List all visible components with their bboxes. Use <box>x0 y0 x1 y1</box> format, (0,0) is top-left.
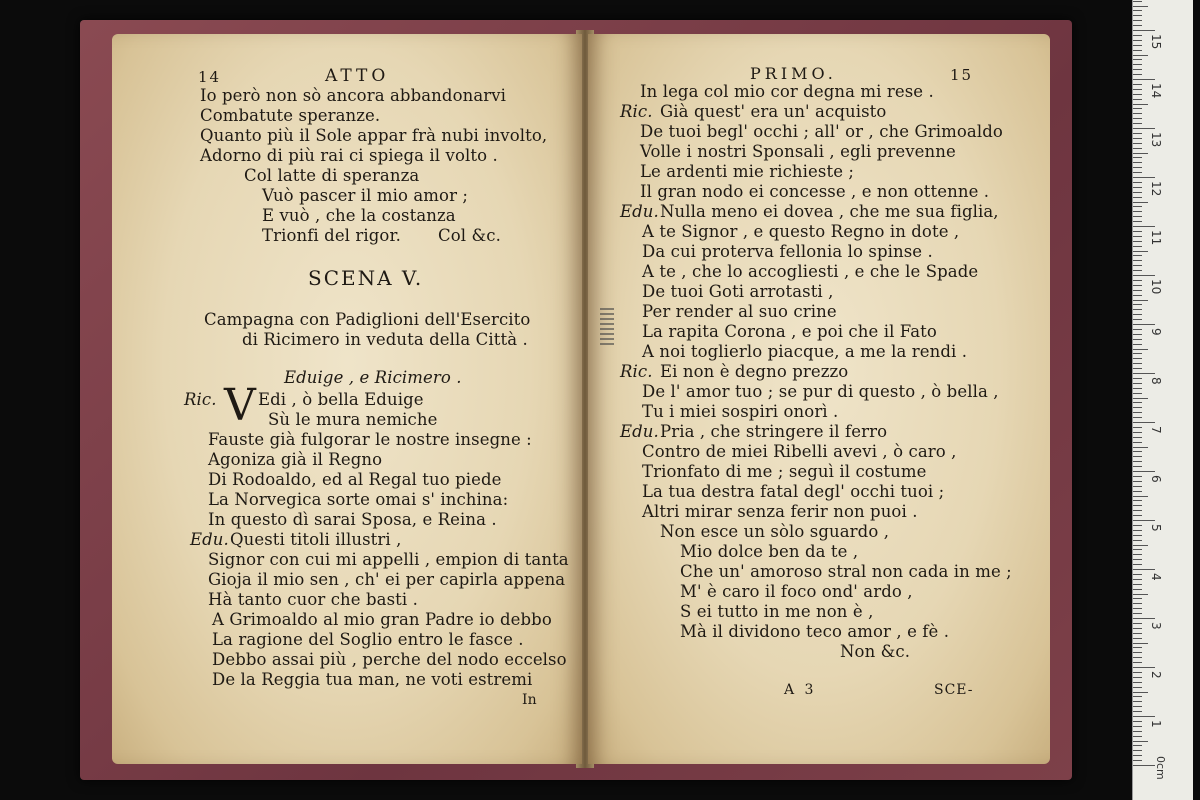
ruler-tick <box>1133 290 1142 291</box>
text-line: A noi toglierlo piacque, a me la rendi . <box>642 342 968 361</box>
ruler-tick <box>1133 270 1142 271</box>
ruler-number: 4 <box>1149 573 1163 581</box>
text-line: Debbo assai più , perche del nodo eccelso <box>212 650 567 669</box>
ruler-tick <box>1133 442 1142 443</box>
ruler-tick <box>1133 300 1148 301</box>
ruler-tick <box>1133 84 1142 85</box>
ruler-tick <box>1133 295 1142 296</box>
ruler-number: 15 <box>1149 34 1163 50</box>
ruler-tick <box>1133 231 1142 232</box>
speaker-label: Ric. <box>184 390 217 409</box>
aria-line: Col latte di speranza <box>244 166 420 185</box>
aria-line: Vuò pascer il mio amor ; <box>262 186 469 205</box>
ruler-tick <box>1133 486 1142 487</box>
ruler-tick <box>1133 353 1142 354</box>
ruler-tick <box>1133 628 1142 629</box>
ruler-number: 10 <box>1149 279 1163 295</box>
library-stamp <box>600 305 614 345</box>
ruler-tick <box>1133 608 1142 609</box>
ruler-tick <box>1133 574 1142 575</box>
text-line: La Norvegica sorte omai s' inchina: <box>208 490 509 509</box>
text-line: Da cui proterva fellonia lo spinse . <box>642 242 933 261</box>
ruler-tick <box>1133 589 1142 590</box>
ruler-tick <box>1133 216 1142 217</box>
ruler-tick <box>1133 15 1142 16</box>
ruler-tick <box>1133 89 1142 90</box>
ruler-number: 12 <box>1149 181 1163 197</box>
ruler-tick <box>1133 133 1142 134</box>
ruler-tick <box>1133 687 1142 688</box>
text-line: Contro de miei Ribelli avevi , ò caro , <box>642 442 957 461</box>
ruler-tick <box>1133 682 1142 683</box>
ruler-tick <box>1133 447 1148 448</box>
ruler-tick <box>1133 427 1142 428</box>
ruler-tick <box>1133 69 1142 70</box>
ruler-tick <box>1133 451 1142 452</box>
ruler-number: 14 <box>1149 83 1163 99</box>
ruler-tick <box>1133 104 1148 105</box>
ruler-tick <box>1133 736 1142 737</box>
ruler-tick <box>1133 138 1142 139</box>
text-line: Hà tanto cuor che basti . <box>208 590 418 609</box>
text-line: La rapita Corona , e poi che il Fato <box>642 322 937 341</box>
ruler-tick <box>1133 657 1142 658</box>
ruler-tick <box>1133 197 1142 198</box>
ruler-tick <box>1133 334 1142 335</box>
ruler-tick <box>1133 755 1142 756</box>
ruler-tick <box>1133 221 1142 222</box>
ruler-tick <box>1133 530 1142 531</box>
ruler-tick <box>1133 412 1142 413</box>
text-line: Il gran nodo ei concesse , e non ottenne . <box>640 182 990 201</box>
text-line: La tua destra fatal degl' occhi tuoi ; <box>642 482 945 501</box>
ruler-tick <box>1133 246 1142 247</box>
ruler-tick <box>1133 741 1148 742</box>
text-line: De la Reggia tua man, ne voti estremi <box>212 670 533 689</box>
ruler-tick <box>1133 618 1155 619</box>
ruler-tick <box>1133 45 1142 46</box>
ruler-tick <box>1133 696 1142 697</box>
ruler-tick <box>1133 344 1142 345</box>
text-line: De tuoi Goti arrotasti , <box>642 282 834 301</box>
ruler-tick <box>1133 128 1155 129</box>
ruler-tick <box>1133 677 1142 678</box>
ruler-tick <box>1133 437 1142 438</box>
ruler-tick <box>1133 309 1142 310</box>
ruler-tick <box>1133 35 1142 36</box>
ruler-number: 9 <box>1149 328 1163 336</box>
page-number-left: 14 <box>198 68 222 86</box>
running-head-left: ATTO <box>325 66 390 86</box>
ruler-tick <box>1133 510 1142 511</box>
aria-line: Che un' amoroso stral non cada in me ; <box>680 562 1012 581</box>
aria-line: Mà il dividono teco amor , e fè . <box>680 622 950 641</box>
ruler-tick <box>1133 10 1142 11</box>
aria-line: Non esce un sòlo sguardo , <box>660 522 890 541</box>
text-line: Io però non sò ancora abbandonarvi <box>200 86 507 105</box>
aria-line: S ei tutto in me non è , <box>680 602 874 621</box>
ruler-number: 11 <box>1149 230 1163 246</box>
ruler-tick <box>1133 74 1142 75</box>
ruler-tick <box>1133 652 1142 653</box>
ruler-tick <box>1133 368 1142 369</box>
ruler-tick <box>1133 251 1148 252</box>
ruler-tick <box>1133 123 1142 124</box>
ruler-tick <box>1133 554 1142 555</box>
ruler-tick <box>1133 373 1155 374</box>
ruler-tick <box>1133 598 1142 599</box>
ruler-tick <box>1133 275 1155 276</box>
text-line: Per render al suo crine <box>642 302 837 321</box>
ruler-tick <box>1133 172 1142 173</box>
aria-line: Mio dolce ben da te , <box>680 542 859 561</box>
ruler-tick <box>1133 167 1142 168</box>
aria-line: E vuò , che la costanza <box>262 206 456 225</box>
speaker-label: Edu. <box>620 202 659 221</box>
ruler-number: 5 <box>1149 524 1163 532</box>
ruler-tick <box>1133 559 1142 560</box>
ruler-tick <box>1133 407 1142 408</box>
speaker-label: Edu. <box>620 422 659 441</box>
ruler-tick <box>1133 236 1142 237</box>
ruler-tick <box>1133 20 1142 21</box>
text-line: La ragione del Soglio entro le fasce . <box>212 630 524 649</box>
ruler-tick <box>1133 535 1142 536</box>
text-line: De tuoi begl' occhi ; all' or , che Grimoaldo <box>640 122 1003 141</box>
ruler-tick <box>1133 358 1142 359</box>
ruler-tick <box>1133 280 1142 281</box>
character-list: Eduige , e Ricimero . <box>284 368 462 387</box>
ruler-number: 1 <box>1149 720 1163 728</box>
page-number-right: 15 <box>950 66 974 84</box>
ruler-number: 2 <box>1149 671 1163 679</box>
ruler-tick <box>1133 55 1148 56</box>
ruler-tick <box>1133 643 1148 644</box>
ruler-tick <box>1133 638 1142 639</box>
ruler-tick <box>1133 226 1155 227</box>
speaker-label: Ric. <box>620 362 653 381</box>
catchword-left: In <box>522 692 537 708</box>
ruler-tick <box>1133 393 1142 394</box>
ruler-tick <box>1133 662 1142 663</box>
ruler-tick <box>1133 339 1142 340</box>
text-line: Sù le mura nemiche <box>268 410 438 429</box>
signature-mark: A 3 <box>784 682 817 698</box>
ruler-tick <box>1133 613 1142 614</box>
text-line: In lega col mio cor degna mi rese . <box>640 82 934 101</box>
aria-line: Trionfi del rigor. <box>262 226 401 245</box>
text-line: Pria , che stringere il ferro <box>660 422 888 441</box>
ruler-tick <box>1133 79 1155 80</box>
measuring-ruler <box>1132 0 1193 800</box>
left-page <box>112 34 582 764</box>
ruler-tick <box>1133 716 1155 717</box>
ruler-tick <box>1133 314 1142 315</box>
ruler-tick <box>1133 153 1148 154</box>
text-line: In questo dì sarai Sposa, e Reina . <box>208 510 497 529</box>
aria-line: M' è caro il foco ond' ardo , <box>680 582 913 601</box>
text-line: Combatute speranze. <box>200 106 381 125</box>
ruler-tick <box>1133 177 1155 178</box>
text-line: Adorno di più rai ci spiega il volto . <box>200 146 498 165</box>
ruler-number: 3 <box>1149 622 1163 630</box>
ruler-tick <box>1133 765 1155 766</box>
ruler-tick <box>1133 6 1148 7</box>
ruler-tick <box>1133 118 1142 119</box>
ruler-tick <box>1133 422 1155 423</box>
ruler-tick <box>1133 731 1142 732</box>
ruler-tick <box>1133 363 1142 364</box>
text-line: De l' amor tuo ; se pur di questo , ò bella , <box>642 382 999 401</box>
ruler-tick <box>1133 721 1142 722</box>
ruler-tick <box>1133 108 1142 109</box>
ruler-tick <box>1133 466 1142 467</box>
speaker-label: Edu. <box>190 530 229 549</box>
ruler-tick <box>1133 383 1142 384</box>
ruler-tick <box>1133 726 1142 727</box>
ruler-tick <box>1133 304 1142 305</box>
text-line: A Grimoaldo al mio gran Padre io debbo <box>212 610 552 629</box>
ruler-number: 13 <box>1149 132 1163 148</box>
ruler-tick <box>1133 94 1142 95</box>
text-line: Signor con cui mi appelli , empion di tanta <box>208 550 569 569</box>
ruler-tick <box>1133 456 1142 457</box>
text-line: Trionfato di me ; seguì il costume <box>642 462 927 481</box>
ruler-tick <box>1133 417 1142 418</box>
ruler-tick <box>1133 760 1142 761</box>
ruler-tick <box>1133 30 1155 31</box>
running-head-right: PRIMO. <box>750 64 837 83</box>
ruler-tick <box>1133 496 1148 497</box>
ruler-tick <box>1133 545 1148 546</box>
ruler-tick <box>1133 1 1142 2</box>
ruler-tick <box>1133 329 1142 330</box>
ruler-tick <box>1133 584 1142 585</box>
ruler-tick <box>1133 520 1155 521</box>
ruler-tick <box>1133 491 1142 492</box>
ruler-tick <box>1133 192 1142 193</box>
ruler-tick <box>1133 549 1142 550</box>
ruler-tick <box>1133 40 1142 41</box>
ruler-tick <box>1133 182 1142 183</box>
ruler-tick <box>1133 59 1142 60</box>
ruler-tick <box>1133 701 1142 702</box>
ruler-tick <box>1133 349 1148 350</box>
ruler-tick <box>1133 157 1142 158</box>
ruler-tick <box>1133 500 1142 501</box>
ruler-tick <box>1133 113 1142 114</box>
ruler-tick <box>1133 285 1142 286</box>
ruler-tick <box>1133 706 1142 707</box>
ruler-tick <box>1133 260 1142 261</box>
ruler-tick <box>1133 623 1142 624</box>
ruler-tick <box>1133 692 1148 693</box>
text-line: Nulla meno ei dovea , che me sua figlia, <box>660 202 999 221</box>
text-line: Gioja il mio sen , ch' ei per capirla appena <box>208 570 566 589</box>
text-line: Ei non è degno prezzo <box>660 362 849 381</box>
ruler-tick <box>1133 187 1142 188</box>
ruler-tick <box>1133 25 1142 26</box>
text-line: Fauste già fulgorar le nostre insegne : <box>208 430 532 449</box>
ruler-tick <box>1133 603 1142 604</box>
ruler-tick <box>1133 750 1142 751</box>
ruler-tick <box>1133 540 1142 541</box>
ruler-tick <box>1133 667 1155 668</box>
ruler-tick <box>1133 564 1142 565</box>
text-line: A te , che lo accogliesti , e che le Spade <box>642 262 979 281</box>
speaker-label: Ric. <box>620 102 653 121</box>
stage-direction: di Ricimero in veduta della Città . <box>242 330 528 349</box>
ruler-tick <box>1133 471 1155 472</box>
ruler-tick <box>1133 461 1142 462</box>
ruler-tick <box>1133 594 1148 595</box>
ruler-tick <box>1133 505 1142 506</box>
ruler-tick <box>1133 202 1148 203</box>
ruler-tick <box>1133 378 1142 379</box>
ruler-tick <box>1133 711 1142 712</box>
text-line: Questi titoli illustri , <box>230 530 402 549</box>
ruler-tick <box>1133 324 1155 325</box>
ruler-tick <box>1133 398 1148 399</box>
ruler-tick <box>1133 50 1142 51</box>
ruler-tick <box>1133 241 1142 242</box>
aria-cue: Col &c. <box>438 226 501 245</box>
ruler-tick <box>1133 148 1142 149</box>
ruler-tick <box>1133 633 1142 634</box>
ruler-tick <box>1133 143 1142 144</box>
scene-title: SCENA V. <box>308 266 424 290</box>
ruler-tick <box>1133 579 1142 580</box>
text-line: A te Signor , e questo Regno in dote , <box>642 222 960 241</box>
text-line: Volle i nostri Sponsali , egli prevenne <box>640 142 956 161</box>
ruler-tick <box>1133 569 1155 570</box>
ruler-tick <box>1133 265 1142 266</box>
ruler-tick <box>1133 647 1142 648</box>
ruler-tick <box>1133 64 1142 65</box>
ruler-number: 8 <box>1149 377 1163 385</box>
ruler-tick <box>1133 211 1142 212</box>
ruler-unit-label: 0cm <box>1154 756 1167 780</box>
drop-cap: V <box>224 380 256 431</box>
ruler-tick <box>1133 99 1142 100</box>
ruler-tick <box>1133 481 1142 482</box>
ruler-tick <box>1133 162 1142 163</box>
ruler-tick <box>1133 525 1142 526</box>
ruler-tick <box>1133 206 1142 207</box>
ruler-tick <box>1133 388 1142 389</box>
ruler-tick <box>1133 672 1142 673</box>
ruler-tick <box>1133 476 1142 477</box>
text-line: Già quest' era un' acquisto <box>660 102 887 121</box>
ruler-tick <box>1133 255 1142 256</box>
text-line: Quanto più il Sole appar frà nubi involto, <box>200 126 548 145</box>
aria-cue: Non &c. <box>840 642 911 661</box>
text-line: Di Rodoaldo, ed al Regal tuo piede <box>208 470 502 489</box>
text-line: Agoniza già il Regno <box>208 450 383 469</box>
text-line: Edi , ò bella Eduige <box>258 390 424 409</box>
ruler-tick <box>1133 515 1142 516</box>
stage-direction: Campagna con Padiglioni dell'Esercito <box>204 310 531 329</box>
catchword-right: SCE- <box>934 682 974 698</box>
ruler-tick <box>1133 402 1142 403</box>
text-line: Altri mirar senza ferir non puoi . <box>642 502 918 521</box>
text-line: Tu i miei sospiri onorì . <box>642 402 839 421</box>
ruler-number: 6 <box>1149 475 1163 483</box>
text-line: Le ardenti mie richieste ; <box>640 162 855 181</box>
ruler-tick <box>1133 319 1142 320</box>
ruler-tick <box>1133 745 1142 746</box>
ruler-tick <box>1133 432 1142 433</box>
ruler-number: 7 <box>1149 426 1163 434</box>
right-page <box>588 34 1050 764</box>
